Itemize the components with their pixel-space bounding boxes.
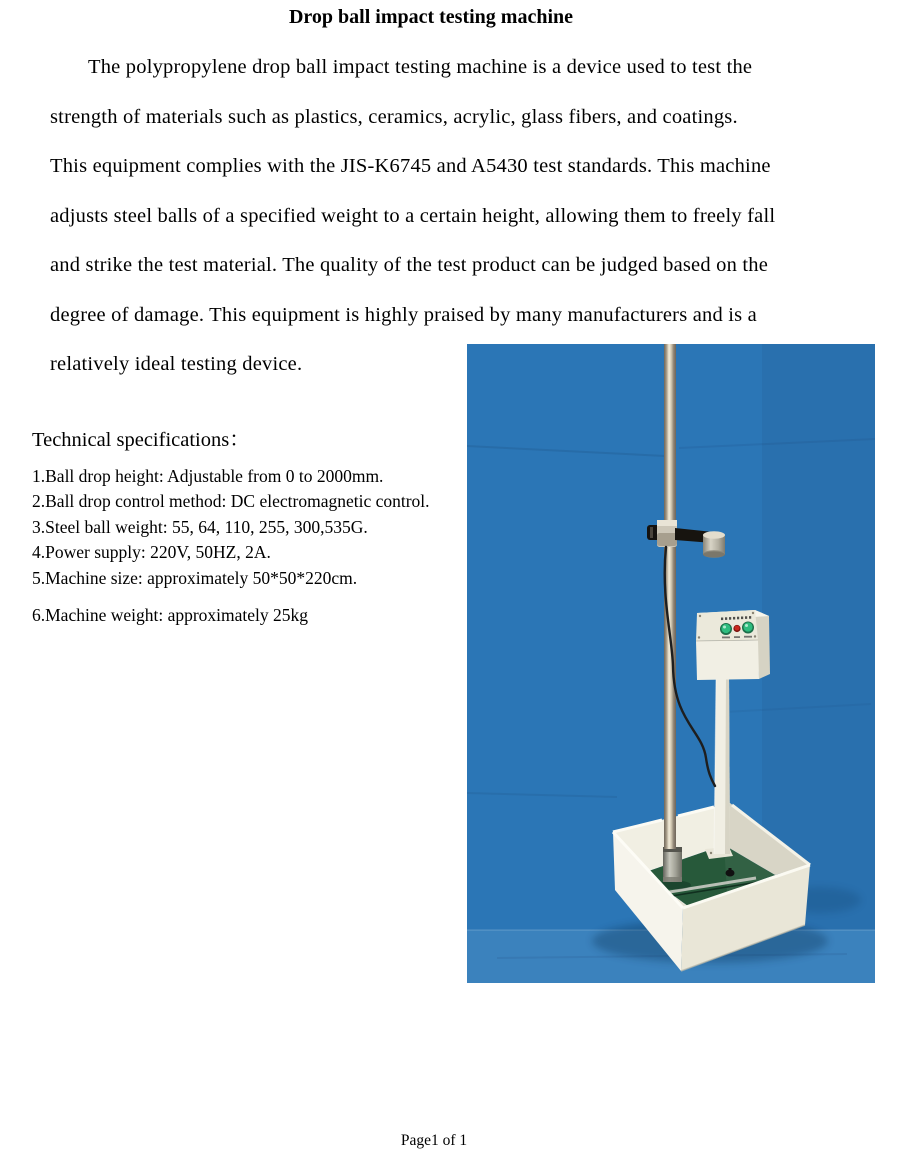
intro-line: adjusts steel balls of a specified weight to a certain height, allowing them to freely fall bbox=[50, 204, 776, 227]
specs-heading: Technical specifications： bbox=[32, 429, 250, 451]
spec-item: 3.Steel ball weight: 55, 64, 110, 255, 300,535G. bbox=[32, 516, 368, 537]
spec-item: 5.Machine size: approximately 50*50*220cm. bbox=[32, 567, 358, 588]
spec-item: 4.Power supply: 220V, 50HZ, 2A. bbox=[32, 542, 271, 563]
page-title: Drop ball impact testing machine bbox=[288, 6, 574, 28]
machine-photo-graphic bbox=[467, 344, 875, 983]
spec-item: 2.Ball drop control method: DC electromagnetic control. bbox=[32, 491, 430, 512]
intro-line: degree of damage. This equipment is highly praised by many manufacturers and is a bbox=[50, 303, 757, 326]
plate-knob bbox=[726, 870, 735, 877]
support-column bbox=[714, 674, 730, 854]
intro-line: and strike the test material. The quality of the test product can be judged based on the bbox=[50, 254, 768, 276]
specs-list bbox=[32, 464, 430, 628]
pole-base-fitting bbox=[663, 847, 682, 882]
intro-line: strength of materials such as plastics, ceramics, acrylic, glass fibers, and coatings. bbox=[50, 105, 738, 128]
intro-paragraph bbox=[50, 43, 840, 390]
page-footer: Page1 of 1 bbox=[400, 1132, 468, 1149]
machine-photo bbox=[467, 344, 875, 983]
spec-item: 1.Ball drop height: Adjustable from 0 to 2000mm. bbox=[32, 466, 384, 486]
control-box bbox=[696, 610, 770, 680]
intro-line: The polypropylene drop ball impact testing machine is a device used to test the bbox=[88, 56, 753, 78]
spec-item: 6.Machine weight: approximately 25kg bbox=[32, 605, 309, 626]
intro-line: relatively ideal testing device. bbox=[50, 353, 303, 375]
intro-line: This equipment complies with the JIS-K6745 and A5430 test standards. This machine bbox=[50, 155, 771, 177]
